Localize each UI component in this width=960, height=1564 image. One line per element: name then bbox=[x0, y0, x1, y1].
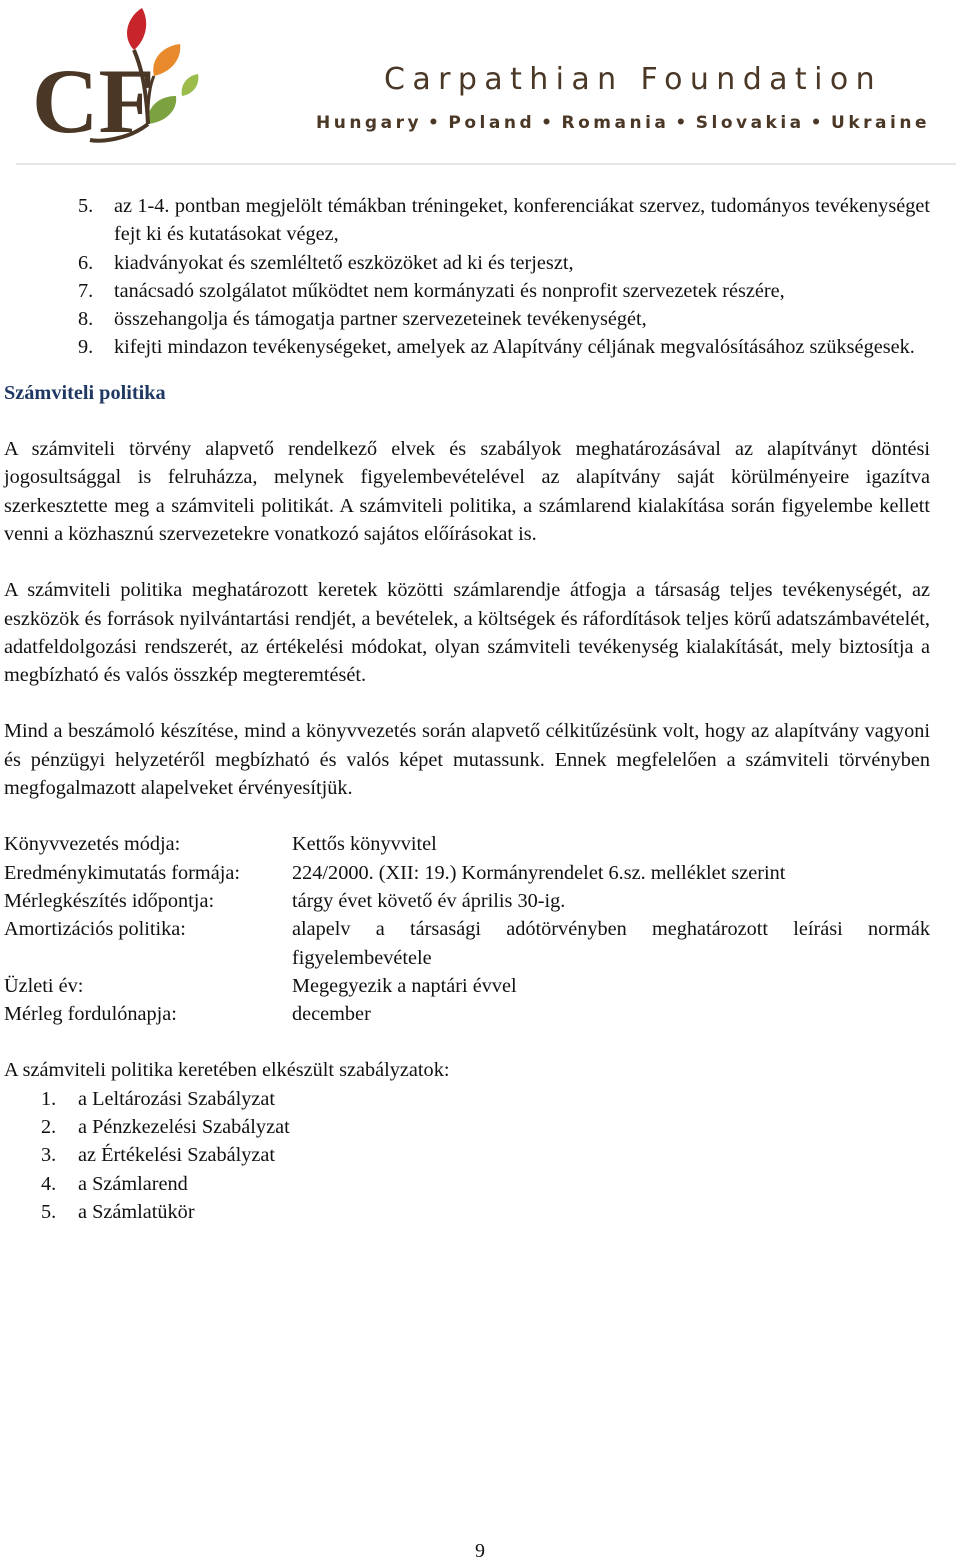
list-item bbox=[4, 1170, 930, 1198]
header-divider bbox=[16, 163, 956, 165]
info-key: Üzleti év: bbox=[4, 974, 84, 997]
info-value: Kettős könyvvitel bbox=[292, 833, 437, 856]
list-number: 2. bbox=[41, 1116, 57, 1139]
country-ukraine: Ukraine bbox=[831, 113, 930, 133]
bullet-separator: • bbox=[675, 113, 690, 133]
bullet-separator: • bbox=[428, 113, 443, 133]
info-key: Mérleg fordulónapja: bbox=[4, 1003, 177, 1026]
info-value: tárgy évet követő év április 30-ig. bbox=[292, 889, 566, 912]
list-item bbox=[4, 1085, 930, 1113]
activities-list bbox=[4, 192, 930, 362]
list-item-text: tanácsadó szolgálatot működtet nem kormányzati és nonprofit szervezetek részére, bbox=[114, 279, 785, 302]
list-number: 9. bbox=[78, 336, 94, 359]
list-item-text: a Leltározási Szabályzat bbox=[78, 1087, 276, 1110]
carpathian-foundation-logo bbox=[30, 4, 210, 144]
list-number: 4. bbox=[41, 1172, 57, 1195]
country-poland: Poland bbox=[448, 113, 536, 133]
page-number: 9 bbox=[475, 1540, 485, 1562]
info-value: alapelv a társasági adótörvényben meghatározott leírási normák figyelembevétele bbox=[292, 918, 930, 969]
document-body bbox=[4, 192, 930, 1226]
list-number: 6. bbox=[78, 251, 94, 274]
info-row bbox=[4, 887, 930, 915]
info-key: Eredménykimutatás formája: bbox=[4, 861, 240, 884]
info-row bbox=[4, 830, 930, 858]
list-item bbox=[4, 192, 930, 249]
accounting-info-table bbox=[4, 830, 930, 1028]
paragraph: A számviteli politika meghatározott keretek közötti számlarendje átfogja a társaság teljes tevékenységét, az eszközök és források nyilvántartási rendjét, a bevételek, a költségek és ráfordítások teljes körű adatszámbavételét, adatfeldolgozási rendszerét, az értékelési módokat, olyan számviteli tevékenység kialakítását, mely biztosítja a megbízható és valós összkép megteremtését. bbox=[4, 579, 930, 687]
list-item bbox=[4, 249, 930, 277]
leaf-red-icon bbox=[127, 8, 146, 50]
list-number: 1. bbox=[41, 1087, 57, 1110]
info-row bbox=[4, 972, 930, 1000]
list-item bbox=[4, 277, 930, 305]
list-item-text: a Pénzkezelési Szabályzat bbox=[78, 1116, 290, 1139]
section-heading: Számviteli politika bbox=[4, 381, 166, 404]
rules-intro: A számviteli politika keretében elkészült szabályzatok: bbox=[4, 1059, 450, 1082]
list-item-text: összehangolja és támogatja partner szervezeteinek tevékenységét, bbox=[114, 308, 647, 331]
list-item bbox=[4, 1113, 930, 1141]
list-number: 8. bbox=[78, 308, 94, 331]
list-item-text: az 1-4. pontban megjelölt témákban tréningeket, konferenciákat szervez, tudományos tevékenységet fejt ki és kutatásokat végez, bbox=[114, 195, 930, 246]
list-number: 3. bbox=[41, 1144, 57, 1167]
info-value: 224/2000. (XII: 19.) Kormányrendelet 6.sz. melléklet szerint bbox=[292, 861, 786, 884]
paragraph: A számviteli törvény alapvető rendelkező elvek és szabályok meghatározásával az alapítványt döntési jogosultsággal is felruházza, melynek figyelembevételével az alapítvány saját körülményeire igazítva szerkesztette meg a számviteli politikát. A számviteli politika, a számlarend kialakítása során figyelembe kellett venni a közhasznú szervezetekre vonatkozó sajátos előírásokat is. bbox=[4, 438, 930, 545]
list-item-text: kiadványokat és szemléltető eszközöket ad ki és terjeszt, bbox=[114, 251, 574, 274]
list-item bbox=[4, 1141, 930, 1169]
info-key: Amortizációs politika: bbox=[4, 918, 186, 941]
list-number: 5. bbox=[78, 195, 94, 217]
list-item-text: a Számlatükör bbox=[78, 1200, 195, 1223]
info-key: Mérlegkészítés időpontja: bbox=[4, 889, 215, 912]
country-slovakia: Slovakia bbox=[695, 113, 805, 133]
info-row bbox=[4, 915, 930, 972]
country-hungary: Hungary bbox=[316, 113, 423, 133]
bullet-separator: • bbox=[541, 113, 556, 133]
info-row bbox=[4, 1000, 930, 1028]
list-number: 7. bbox=[78, 279, 94, 302]
list-item bbox=[4, 1198, 930, 1226]
list-item bbox=[4, 333, 930, 361]
info-value: Megegyezik a naptári évvel bbox=[292, 974, 517, 997]
spacer bbox=[4, 407, 930, 435]
bullet-separator: • bbox=[810, 113, 826, 133]
list-item-text: a Számlarend bbox=[78, 1172, 188, 1195]
list-item-text: kifejti mindazon tevékenységeket, amelyek az Alapítvány céljának megvalósításához szükségesek. bbox=[114, 336, 915, 359]
leaf-orange-icon bbox=[153, 44, 180, 76]
spacer bbox=[4, 802, 930, 830]
info-value: december bbox=[292, 1003, 371, 1026]
paragraph: Mind a beszámoló készítése, mind a könyvvezetés során alapvető célkitűzésünk volt, hogy az alapítvány vagyoni és pénzügyi helyzetéről megbízható és valós képet mutassunk. Ennek megfelelően a számviteli törvényben megfogalmazott alapelveket érvényesítjük. bbox=[4, 720, 930, 800]
country-romania: Romania bbox=[561, 113, 670, 133]
list-number: 5. bbox=[41, 1200, 57, 1223]
info-key: Könyvvezetés módja: bbox=[4, 833, 181, 856]
logo-cf-text: CF bbox=[32, 50, 155, 144]
spacer bbox=[4, 548, 930, 576]
leaf-green-small-icon bbox=[182, 74, 199, 96]
page-header bbox=[0, 0, 960, 170]
list-item-text: az Értékelési Szabályzat bbox=[78, 1144, 276, 1167]
spacer bbox=[4, 1028, 930, 1056]
list-item bbox=[4, 305, 930, 333]
info-row bbox=[4, 859, 930, 887]
spacer bbox=[4, 689, 930, 717]
countries-line bbox=[316, 113, 930, 133]
organization-name: Carpathian Foundation bbox=[384, 62, 882, 97]
rules-list bbox=[4, 1085, 930, 1226]
